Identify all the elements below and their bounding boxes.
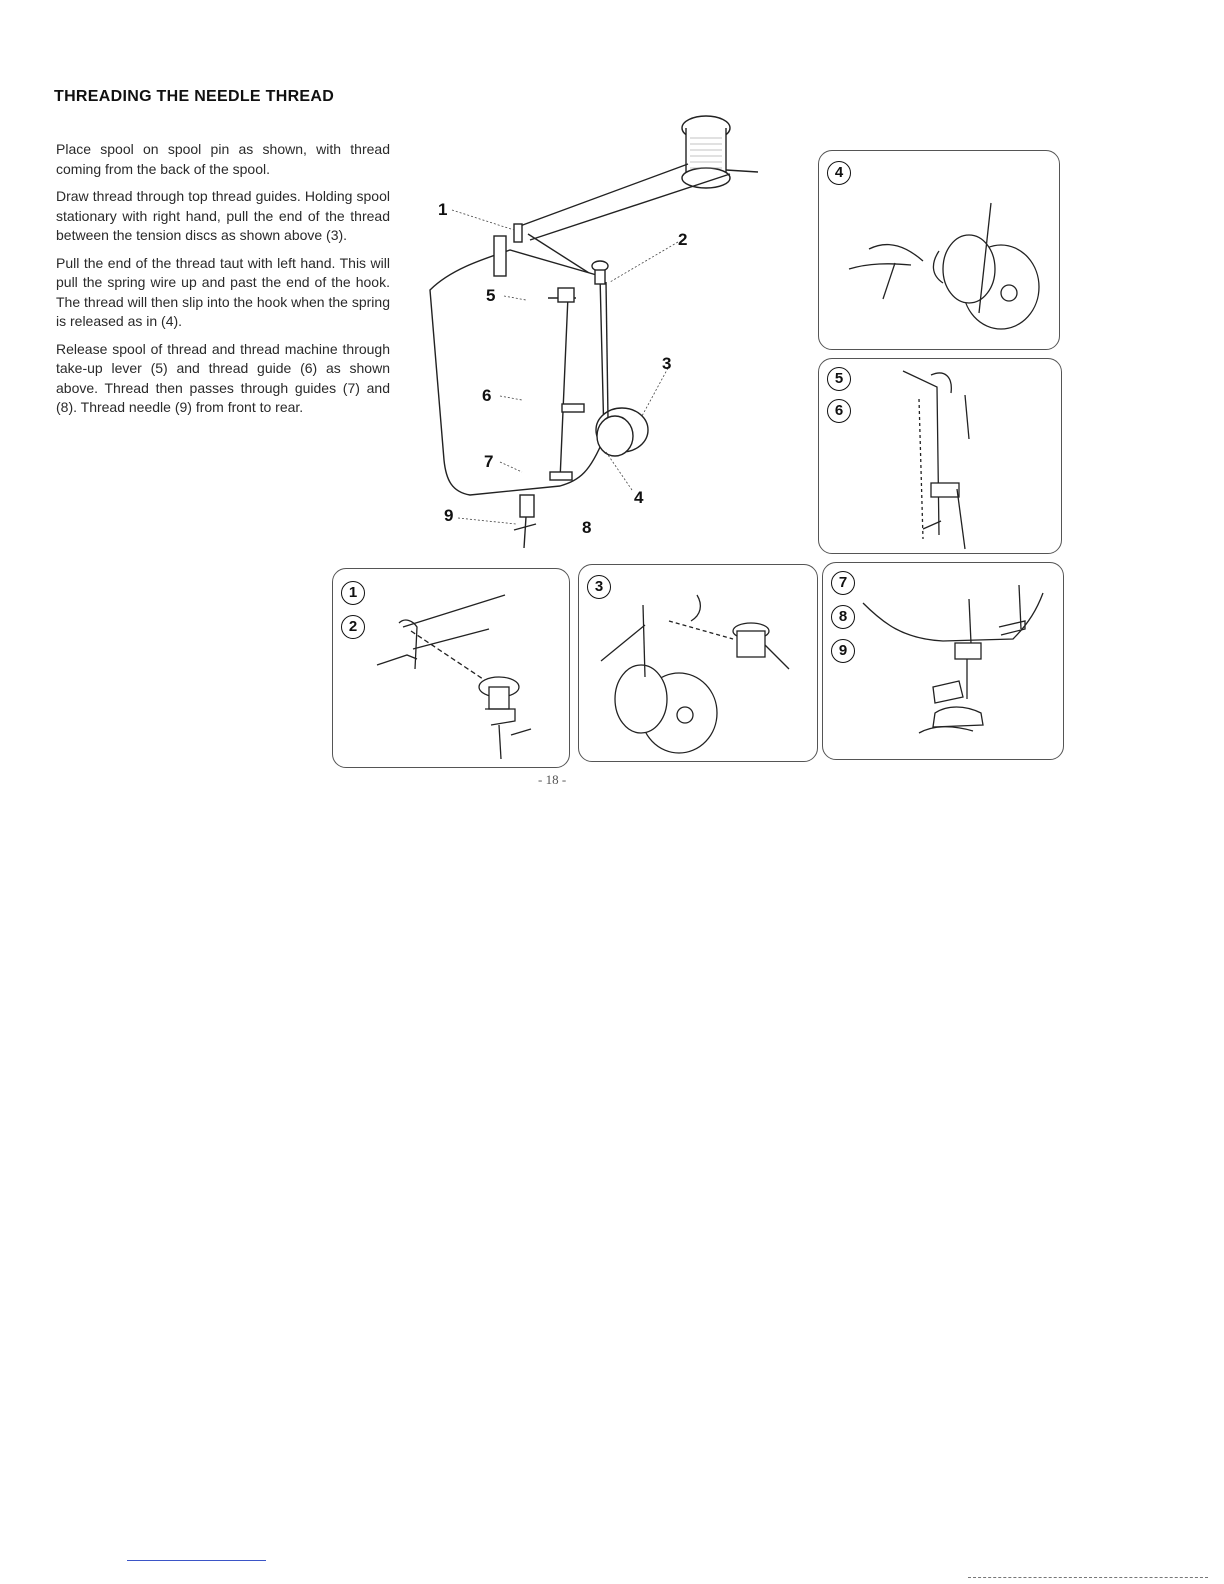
callout-2: 2 <box>678 230 688 249</box>
page-number: - 18 - <box>538 772 567 787</box>
detail-panel-1-2 <box>332 568 570 768</box>
callout-4: 4 <box>634 488 644 507</box>
page-title: THREADING THE NEEDLE THREAD <box>54 88 335 105</box>
callout-6: 6 <box>482 386 492 405</box>
top-guides-drawing <box>333 569 569 767</box>
detail-panel-4 <box>818 150 1060 350</box>
callout-5: 5 <box>486 286 496 305</box>
detail-panel-5-6 <box>818 358 1062 554</box>
instruction-paragraph: Place spool on spool pin as shown, with thread coming from the back of the spool. <box>56 141 390 177</box>
footer-rule-right <box>968 1577 1208 1578</box>
sewing-machine-drawing <box>410 100 780 560</box>
main-machine-illustration <box>410 100 780 560</box>
step-marker-4: 4 <box>827 161 851 185</box>
instruction-paragraph: Release spool of thread and thread machine through take-up lever (5) and thread guide (6) as shown above. Thread then passes through guides (7) and (8). Thread needle (9) from front to rear. <box>56 340 390 415</box>
detail-panel-7-8-9 <box>822 562 1064 760</box>
instruction-paragraph: Pull the end of the thread taut with left hand. This will pull the spring wire up and past the end of the hook. The thread will then slip into the hook when the spring is released as in (4). <box>56 254 390 329</box>
callout-3: 3 <box>662 354 672 373</box>
instructions <box>56 140 390 426</box>
step-marker-9: 9 <box>831 639 855 663</box>
detail-panel-3 <box>578 564 818 762</box>
instruction-paragraph: Draw thread through top thread guides. Holding spool stationary with right hand, pull the end of the thread between the tension discs as shown above (3). <box>56 188 390 243</box>
footer-rule-left <box>127 1560 266 1561</box>
needle-guides-drawing <box>823 563 1063 759</box>
callout-9: 9 <box>444 506 454 525</box>
step-marker-1: 1 <box>341 581 365 605</box>
callout-7: 7 <box>484 452 494 471</box>
step-marker-8: 8 <box>831 605 855 629</box>
step-marker-3: 3 <box>587 575 611 599</box>
tension-hook-drawing <box>819 151 1059 349</box>
callout-8: 8 <box>582 518 592 537</box>
tension-discs-drawing <box>579 565 817 761</box>
step-marker-5: 5 <box>827 367 851 391</box>
step-marker-7: 7 <box>831 571 855 595</box>
step-marker-6: 6 <box>827 399 851 423</box>
callout-1: 1 <box>438 200 448 219</box>
take-up-lever-drawing <box>819 359 1061 553</box>
step-marker-2: 2 <box>341 615 365 639</box>
